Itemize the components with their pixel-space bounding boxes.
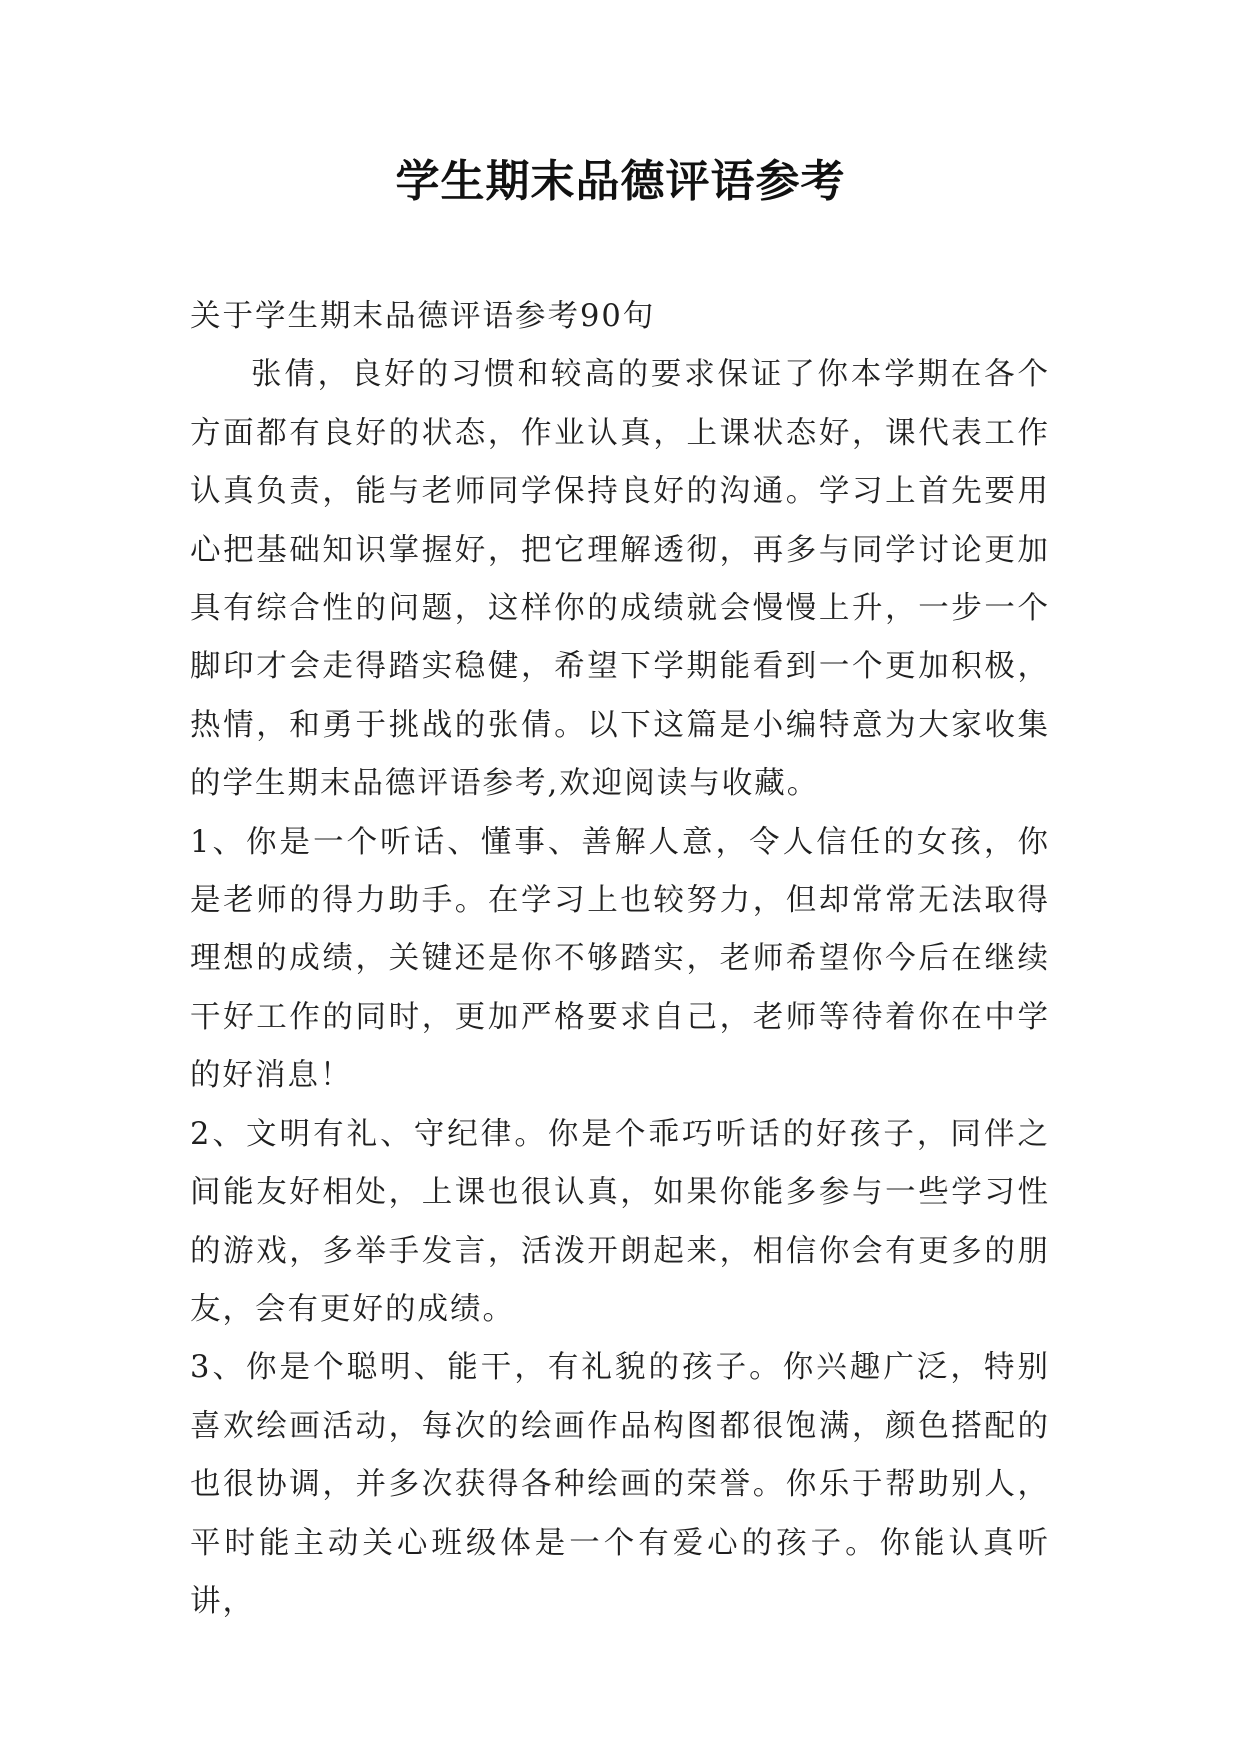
intro-paragraph: 张倩，良好的习惯和较高的要求保证了你本学期在各个方面都有良好的状态，作业认真，上课状态好，课代表工作认真负责，能与老师同学保持良好的沟通。学习上首先要用心把基础知识掌握好，把它理解透彻，再多与同学讨论更加具有综合性的问题，这样你的成绩就会慢慢上升，一步一个脚印才会走得踏实稳健，希望下学期能看到一个更加积极，热情，和勇于挑战的张倩。以下这篇是小编特意为大家收集的学生期末品德评语参考,欢迎阅读与收藏。 — [190, 357, 1050, 802]
comment-item-2: 2、文明有礼、守纪律。你是个乖巧听话的好孩子，同伴之间能友好相处，上课也很认真，如果你能多参与一些学习性的游戏，多举手发言，活泼开朗起来，相信你会有更多的朋友，会有更好的成绩。 — [190, 1116, 1050, 1327]
document-body — [190, 288, 1050, 1631]
comment-item-1: 1、你是一个听话、懂事、善解人意，令人信任的女孩，你是老师的得力助手。在学习上也较努力，但却常常无法取得理想的成绩，关键还是你不够踏实，老师希望你今后在继续干好工作的同时，更加严格要求自己，老师等待着你在中学的好消息！ — [190, 824, 1050, 1094]
comment-item-3: 3、你是个聪明、能干，有礼貌的孩子。你兴趣广泛，特别喜欢绘画活动，每次的绘画作品构图都很饱满，颜色搭配的也很协调，并多次获得各种绘画的荣誉。你乐于帮助别人，平时能主动关心班级体是一个有爱心的孩子。你能认真听讲， — [190, 1350, 1050, 1619]
intro-line: 关于学生期末品德评语参考90句 — [190, 299, 656, 334]
document-title: 学生期末品德评语参考 — [395, 156, 846, 207]
